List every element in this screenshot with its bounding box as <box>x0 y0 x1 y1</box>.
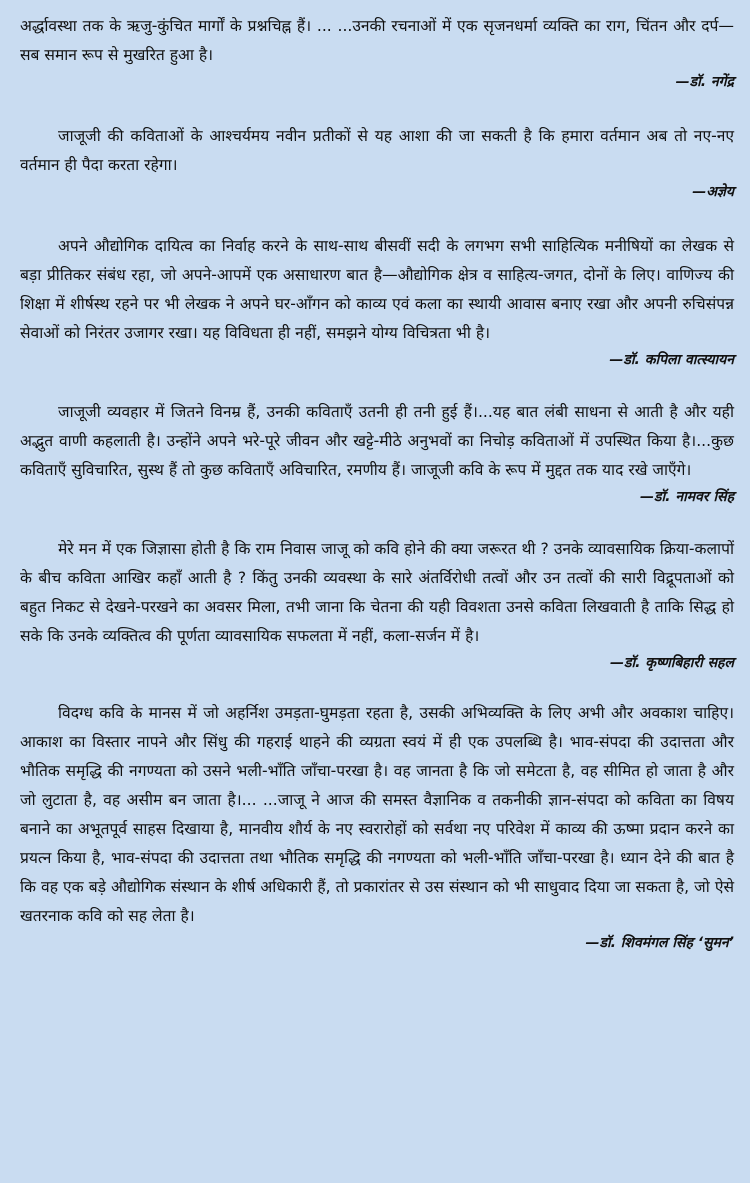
quote-text: अपने औद्योगिक दायित्व का निर्वाह करने के साथ-साथ बीसवीं सदी के लगभग सभी साहित्यिक मनीषियों का लेखक से बड़ा प्रीतिकर संबंध रहा, जो अपने-आपमें एक असाधारण बात है—औद्योगिक क्षेत्र व साहित्य-जगत, दोनों के लिए। वाणिज्य की शिक्षा में शीर्षस्थ रहने पर भी लेखक ने अपने घर-आँगन को काव्य एवं कला का स्थायी आवास बनाए रखा और अपनी रुचिसंपन्न सेवाओं को निरंतर उजागर रखा। यह विविधता ही नहीं, समझने योग्य विचित्रता भी है। <box>20 237 734 342</box>
quote-text: मेरे मन में एक जिज्ञासा होती है कि राम निवास जाजू को कवि होने की क्या जरूरत थी ? उनके व्यावसायिक क्रिया-कलापों के बीच कविता आखिर कहाँ आती है ? किंतु उनकी व्यवस्था के सारे अंतर्विरोधी तत्वों और उन तत्वों की सारी विद्रूपताओं को बहुत निकट से देखने-परखने का अवसर मिला, तभी जाना कि चेतना की यही विवशता उनसे कविता लिखवाती है ताकि सिद्ध हो सके कि उनके व्यक्तित्व की पूर्णता व्यावसायिक सफलता में नहीं, कला-सर्जन में है। <box>20 540 734 645</box>
quote-block <box>20 398 734 509</box>
quote-author: —अज्ञेय <box>692 184 734 200</box>
quote-author: —डॉ. नामवर सिंह <box>640 489 734 505</box>
quote-block <box>20 535 734 675</box>
quote-text: विदग्ध कवि के मानस में जो अहर्निश उमड़ता-घुमड़ता रहता है, उसकी अभिव्यक्ति के लिए अभी और अवकाश चाहिए। आकाश का विस्तार नापने और सिंधु की गहराई थाहने की व्यग्रता स्वयं में ही एक उपलब्धि है। भाव-संपदा की उदात्तता और भौतिक समृद्धि की नगण्यता को उसने भली-भाँति जाँचा-परखा है। वह जानता है कि जो समेटता है, वह सीमित हो जाता है और जो लुटाता है, वह असीम बन जाता है।... ...जाजू ने आज की समस्त वैज्ञानिक व तकनीकी ज्ञान-संपदा को कविता का विषय बनाने का अभूतपूर्व साहस दिखाया है, मानवीय शौर्य के नए स्वरारोहों को सर्वथा नए परिवेश में काव्य की ऊष्मा प्रदान करने का प्रयत्न किया है, भाव-संपदा की उदात्तता तथा भौतिक समृद्धि की नगण्यता को भली-भाँति जाँचा-परखा है। ध्यान देने की बात है कि वह एक बड़े औद्योगिक संस्थान के शीर्ष अधिकारी हैं, तो प्रकारांतर से उस संस्थान को भी साधुवाद दिया जा सकता है, जो ऐसे खतरनाक कवि को सह लेता है। <box>20 704 734 925</box>
quote-block <box>20 12 734 94</box>
quote-author: —डॉ. नगेंद्र <box>675 74 734 90</box>
quote-text: जाजूजी व्यवहार में जितने विनम्र हैं, उनकी कविताएँ उतनी ही तनी हुई हैं।...यह बात लंबी साधना से आती है और यही अद्भुत वाणी कहलाती है। उन्होंने अपने भरे-पूरे जीवन और खट्टे-मीठे अनुभवों का निचोड़ कविताओं में उपस्थित किया है।...कुछ कविताएँ सुविचारित, सुस्थ हैं तो कुछ कविताएँ अविचारित, रमणीय हैं। जाजूजी कवि के रूप में मुद्दत तक याद रखे जाएँगे। <box>20 403 734 479</box>
quote-block <box>20 122 734 204</box>
quote-text: अर्द्धावस्था तक के ऋजु-कुंचित मार्गों के प्रश्नचिह्न हैं। ... ...उनकी रचनाओं में एक सृजनधर्मा व्यक्ति का राग, चिंतन और दर्प—सब समान रूप से मुखरित हुआ है। <box>20 17 734 64</box>
quote-author: —डॉ. कृष्णबिहारी सहल <box>610 655 734 671</box>
quote-text: जाजूजी की कविताओं के आश्चर्यमय नवीन प्रतीकों से यह आशा की जा सकती है कि हमारा वर्तमान अब तो नए-नए वर्तमान ही पैदा करता रहेगा। <box>20 127 734 174</box>
quote-author: —डॉ. कपिला वात्स्यायन <box>609 352 734 368</box>
quote-block <box>20 232 734 372</box>
quote-block <box>20 699 734 955</box>
quote-author: —डॉ. शिवमंगल सिंह ‘सुमन’ <box>585 935 734 951</box>
